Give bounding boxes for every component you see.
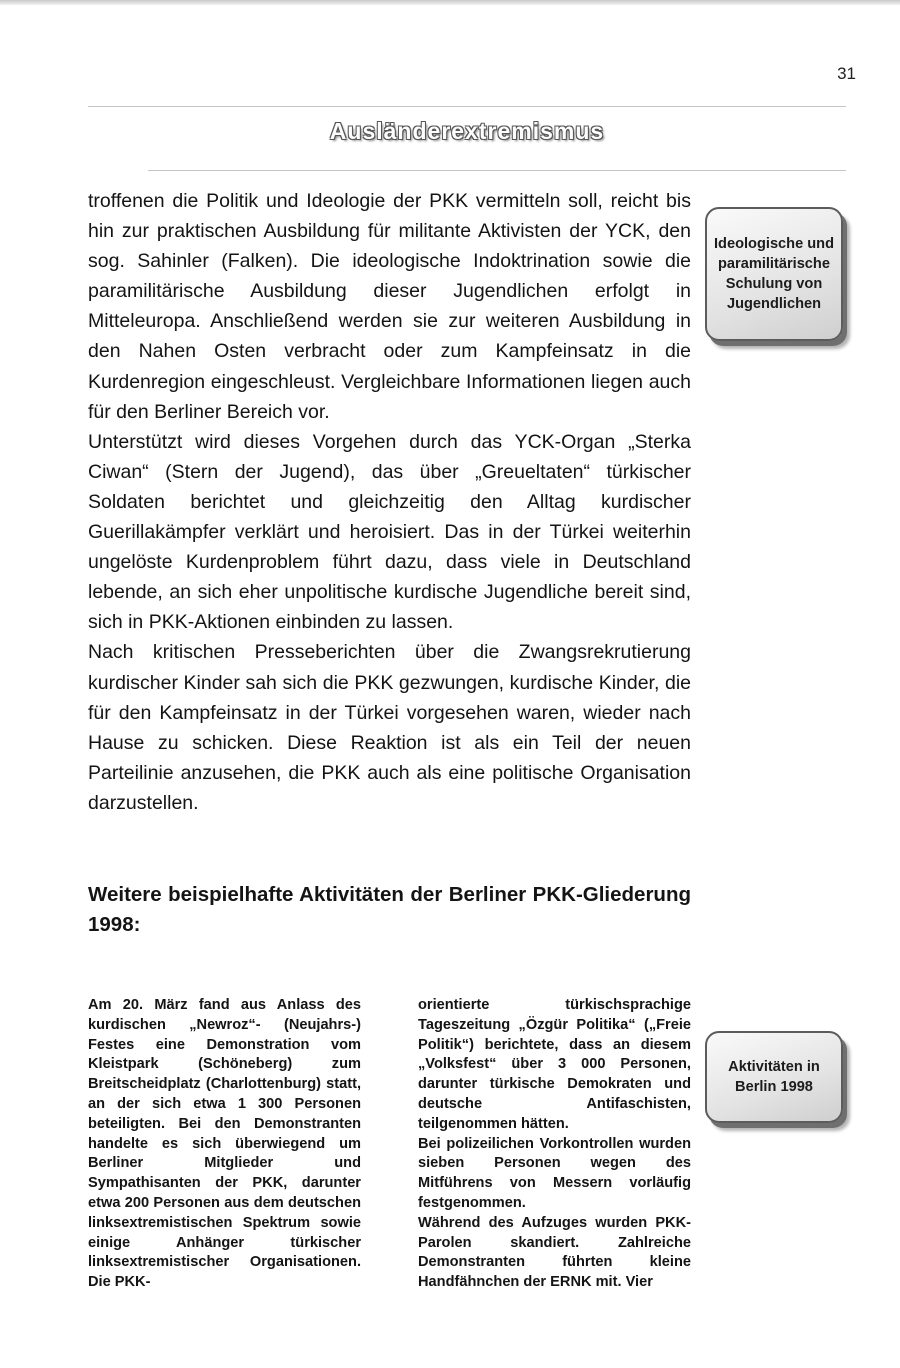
header-rule-bottom: [148, 170, 846, 171]
section-heading: Weitere beispielhafte Aktivitäten der Berliner PKK-Gliederung 1998:: [88, 883, 691, 936]
page-top-edge: [0, 0, 900, 5]
column-right: [418, 996, 691, 1293]
body-paragraph: troffenen die Politik und Ideologie der PKK vermitteln soll, reicht bis hin zur praktischen Ausbildung für militante Aktivisten der YCK, den sog. Sahinler (Falken). Die ideologische Indoktrination sowie die paramilitärische Ausbildung dieser Jugendlichen erfolgt in Mitteleuropa. Anschließend werden sie zur weiteren Ausbildung in den Nahen Osten verbracht oder zum Kampfeinsatz in die Kurdenregion eingeschleust. Vergleichbare Informationen liegen auch für den Berliner Bereich vor.: [88, 190, 691, 423]
header-rule-top: [88, 106, 846, 107]
page-number: 31: [837, 64, 856, 83]
column-paragraph: Während des Aufzuges wurden PKK-Parolen skandiert. Zahlreiche Demonstranten führten kleine Handfähnchen der ERNK mit. Vier: [418, 1214, 691, 1291]
column-paragraph: orientierte türkischsprachige Tageszeitung „Özgür Politika“ („Freie Politik“) berichtete, dass an diesem „Volksfest“ über 3 000 Personen, darunter türkische Demokraten und deutsche Antifaschisten, teilgenommen hätten.: [418, 997, 691, 1132]
margin-note-youth-training: [705, 207, 843, 341]
body-paragraph: Nach kritischen Presseberichten über die Zwangsrekrutierung kurdischer Kinder sah sich die PKK gezwungen, kurdische Kinder, die für den Kampfeinsatz in der Türkei vorgesehen waren, wieder nach Hause zu schicken. Diese Reaktion ist als ein Teil der neuen Parteilinie anzusehen, die PKK auch als eine politische Organisation darzustellen.: [88, 641, 691, 814]
column-left: [88, 996, 361, 1293]
column-paragraph: Bei polizeilichen Vorkontrollen wurden sieben Personen wegen des Mitführens von Messern vorläufig festgenommen.: [418, 1135, 691, 1211]
margin-note-label: Ideologische und paramilitärische Schulung von Jugendlichen: [714, 236, 834, 312]
column-paragraph: Am 20. März fand aus Anlass des kurdischen „Newroz“- (Neujahrs-) Festes eine Demonstration vom Kleistpark (Schöneberg) zum Breitscheidplatz (Charlottenburg) statt, an der sich etwa 1 300 Personen beteiligten. Bei den Demonstranten handelte es sich überwiegend um Berliner Mitglieder und Sympathisanten der PKK, darunter etwa 200 Personen aus dem deutschen linksextremistischen Spektrum sowie einige Anhänger türkischer linksextremistischer Organisationen. Die PKK-: [88, 997, 361, 1291]
body-paragraph: Unterstützt wird dieses Vorgehen durch das YCK-Organ „Sterka Ciwan“ (Stern der Jugend), das über „Greueltaten“ türkischer Soldaten berichtet und gleichzeitig den Alltag kurdischer Guerillakämpfer verklärt und heroisiert. Das in der Türkei weiterhin ungelöste Kurdenproblem führt dazu, dass viele in Deutschland lebende, an sich eher unpolitische kurdische Jugendliche bereit sind, sich in PKK-Aktionen einbinden zu lassen.: [88, 430, 691, 634]
main-body-text: [88, 186, 691, 818]
margin-note-label: Aktivitäten in Berlin 1998: [728, 1059, 820, 1095]
running-title: Ausländerextremismus: [329, 118, 605, 144]
margin-note-berlin-activities: [705, 1031, 843, 1123]
